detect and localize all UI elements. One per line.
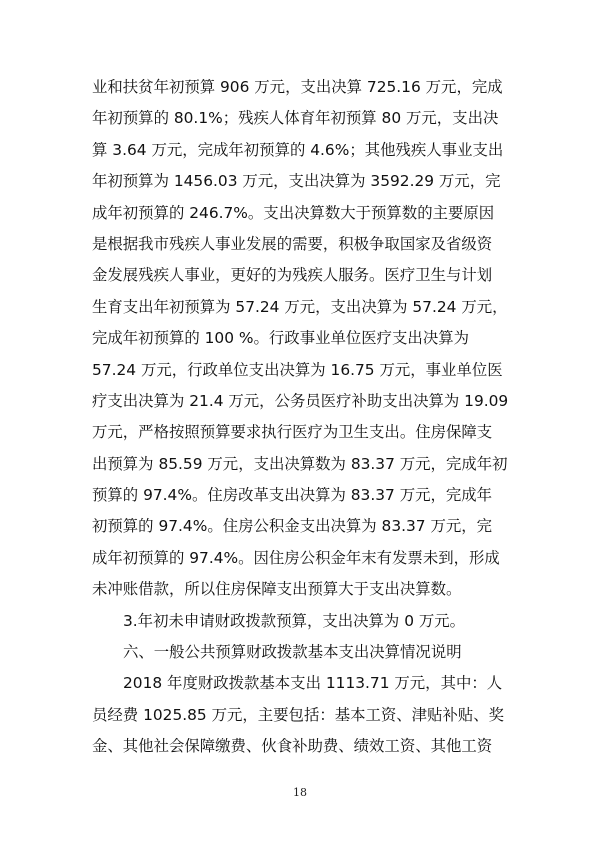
text-line: 金、其他社会保障缴费、伙食补助费、绩效工资、其他工资 [92,737,493,756]
text-line: 万元，严格按照预算要求执行医疗为卫生支出。住房保障支 [92,423,493,442]
body-text [92,72,512,763]
text-line: 金发展残疾人事业，更好的为残疾人服务。医疗卫生与计划 [92,266,493,285]
text-line: 未冲账借款，所以住房保障支出预算大于支出决算数。 [92,580,462,599]
text-line: 年初预算为 1456.03 万元，支出决算为 3592.29 万元，完 [92,172,501,191]
text-line: 成年初预算的 246.7%。支出决算数大于预算数的主要原因 [92,203,495,222]
text-line: 是根据我市残疾人事业发展的需要，积极争取国家及省级资 [92,234,493,253]
text-line: 完成年初预算的 100 %。行政事业单位医疗支出决算为 [92,329,469,348]
text-line: 57.24 万元，行政单位支出决算为 16.75 万元，事业单位医 [92,360,503,379]
text-line: 预算的 97.4%。住房改革支出决算为 83.37 万元，完成年 [92,486,493,505]
text-line: 疗支出决算为 21.4 万元，公务员医疗补助支出决算为 19.09 [92,391,509,410]
text-line: 初预算的 97.4%。住房公积金支出决算为 83.37 万元，完 [92,517,493,536]
text-line: 出预算为 85.59 万元，支出决算数为 83.37 万元，完成年初 [92,454,508,473]
text-line: 生育支出年初预算为 57.24 万元，支出决算为 57.24 万元， [92,297,508,316]
text-line: 成年初预算的 97.4%。因住房公积金年末有发票未到，形成 [92,548,500,567]
text-line: 员经费 1025.85 万元，主要包括：基本工资、津贴补贴、奖 [92,705,505,724]
paragraph-first-line: 2018 年度财政拨款基本支出 1113.71 万元，其中：人 [123,674,503,693]
text-line: 算 3.64 万元，完成年初预算的 4.6%；其他残疾人事业支出 [92,140,504,159]
paragraph-first-line: 3.年初未申请财政拨款预算，支出决算为 0 万元。 [123,611,466,630]
text-line: 年初预算的 80.1%；残疾人体育年初预算 80 万元，支出决 [92,109,499,128]
page-number: 18 [293,786,307,799]
text-line: 业和扶贫年初预算 906 万元，支出决算 725.16 万元，完成 [92,78,503,96]
section-heading: 六、一般公共预算财政拨款基本支出决算情况说明 [123,643,462,662]
